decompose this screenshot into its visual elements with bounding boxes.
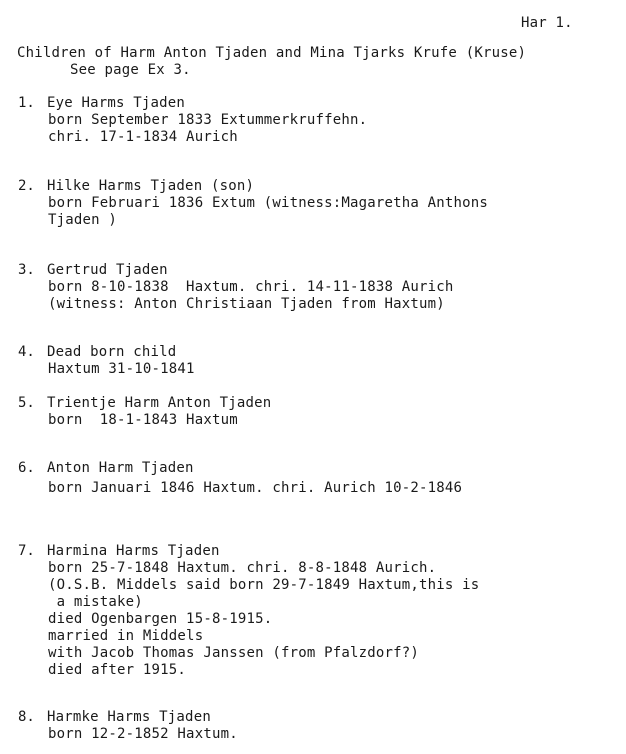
- entry-detail-line: with Jacob Thomas Janssen (from Pfalzdorf?): [48, 645, 420, 661]
- entry-number: 6.: [18, 460, 35, 476]
- entry-detail-line: married in Middels: [48, 628, 204, 644]
- child-name: Hilke Harms Tjaden (son): [47, 178, 255, 194]
- entry-detail-line: died Ogenbargen 15-8-1915.: [48, 611, 273, 627]
- child-name: Harmina Harms Tjaden: [47, 543, 220, 559]
- entry-detail-line: (O.S.B. Middels said born 29-7-1849 Haxtum,this is: [48, 577, 480, 593]
- entry-number: 8.: [18, 709, 35, 725]
- entry-number: 2.: [18, 178, 35, 194]
- child-name: Anton Harm Tjaden: [47, 460, 194, 476]
- entry-detail-line: born 12-2-1852 Haxtum.: [48, 726, 238, 742]
- entry-detail-line: born 25-7-1848 Haxtum. chri. 8-8-1848 Aurich.: [48, 560, 437, 576]
- entry-detail-line: Tjaden ): [48, 212, 118, 228]
- entry-detail-line: Haxtum 31-10-1841: [48, 361, 195, 377]
- entry-detail-line: born 8-10-1838 Haxtum. chri. 14-11-1838 Aurich: [48, 279, 454, 295]
- child-name: Gertrud Tjaden: [47, 262, 168, 278]
- document-heading: Children of Harm Anton Tjaden and Mina Tjarks Krufe (Kruse): [17, 45, 527, 61]
- child-name: Dead born child: [47, 344, 177, 360]
- entry-detail-line: born 18-1-1843 Haxtum: [48, 412, 238, 428]
- entry-number: 5.: [18, 395, 35, 411]
- entry-number: 3.: [18, 262, 35, 278]
- entry-number: 4.: [18, 344, 35, 360]
- child-name: Harmke Harms Tjaden: [47, 709, 211, 725]
- page-identifier: Har 1.: [521, 15, 573, 31]
- child-name: Trientje Harm Anton Tjaden: [47, 395, 272, 411]
- child-name: Eye Harms Tjaden: [47, 95, 186, 111]
- entry-number: 7.: [18, 543, 35, 559]
- entry-detail-line: chri. 17-1-1834 Aurich: [48, 129, 238, 145]
- see-page-reference: See page Ex 3.: [70, 62, 191, 78]
- entry-detail-line: born Januari 1846 Haxtum. chri. Aurich 10-2-1846: [48, 480, 463, 496]
- entry-detail-line: born Februari 1836 Extum (witness:Magaretha Anthons: [48, 195, 489, 211]
- entry-detail-line: born September 1833 Extummerkruffehn.: [48, 112, 368, 128]
- entry-detail-line: (witness: Anton Christiaan Tjaden from Haxtum): [48, 296, 445, 312]
- entry-detail-line: a mistake): [48, 594, 143, 610]
- entry-number: 1.: [18, 95, 35, 111]
- entry-detail-line: died after 1915.: [48, 662, 187, 678]
